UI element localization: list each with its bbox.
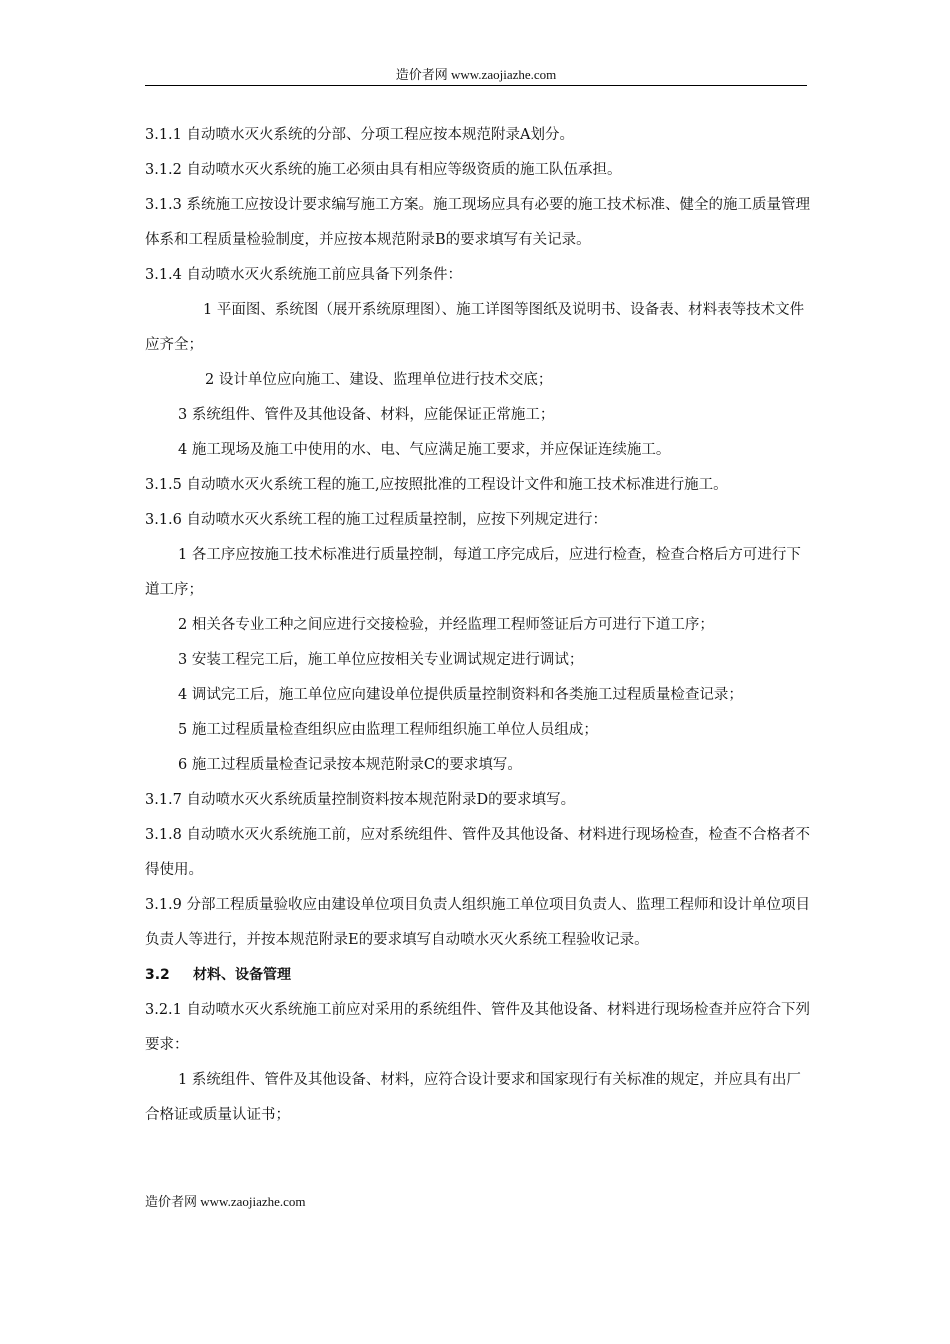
section-heading — [145, 958, 811, 993]
clause-3-2-1: 3.2.1 自动喷水灭火系统施工前应对采用的系统组件、管件及其他设备、材料进行现场检查并应符合下列要求： — [145, 1002, 810, 1053]
clause-3-1-9: 3.1.9 分部工程质量验收应由建设单位项目负责人组织施工单位项目负责人、监理工程师和设计单位项目负责人等进行，并按本规范附录E的要求填写自动喷水灭火系统工程验收记录。 — [145, 897, 810, 948]
section-number: 3.2 — [145, 967, 170, 983]
clause-3-1-3: 3.1.3 系统施工应按设计要求编写施工方案。施工现场应具有必要的施工技术标准、健全的施工质量管理体系和工程质量检验制度，并应按本规范附录B的要求填写有关记录。 — [145, 197, 810, 248]
clause-3-1-4-item-3: 3 系统组件、管件及其他设备、材料，应能保证正常施工； — [178, 407, 555, 423]
clause-3-1-1: 3.1.1 自动喷水灭火系统的分部、分项工程应按本规范附录A划分。 — [145, 127, 574, 143]
clause-3-1-6-item-3: 3 安装工程完工后，施工单位应按相关专业调试规定进行调试； — [178, 652, 584, 668]
clause-3-1-6-item-6: 6 施工过程质量检查记录按本规范附录C的要求填写。 — [178, 757, 522, 773]
clause-3-1-4-item-2: 2 设计单位应向施工、建设、监理单位进行技术交底； — [205, 372, 553, 388]
section-title: 材料、设备管理 — [193, 967, 291, 983]
clause-3-1-6-item-2: 2 相关各专业工种之间应进行交接检验，并经监理工程师签证后方可进行下道工序； — [178, 617, 714, 633]
clause-3-1-4: 3.1.4 自动喷水灭火系统施工前应具备下列条件： — [145, 267, 463, 283]
clause-3-2-1-item-1: 1 系统组件、管件及其他设备、材料，应符合设计要求和国家现行有关标准的规定，并应具有出厂合格证或质量认证书； — [145, 1072, 801, 1123]
clause-3-1-4-item-4: 4 施工现场及施工中使用的水、电、气应满足施工要求，并应保证连续施工。 — [178, 442, 671, 458]
clause-3-1-4-item-1: 1 平面图、系统图（展开系统原理图）、施工详图等图纸及说明书、设备表、材料表等技术文件应齐全； — [145, 302, 805, 353]
clause-3-1-6-item-5: 5 施工过程质量检查组织应由监理工程师组织施工单位人员组成； — [178, 722, 598, 738]
clause-3-1-6: 3.1.6 自动喷水灭火系统工程的施工过程质量控制，应按下列规定进行： — [145, 512, 608, 528]
header-divider — [145, 85, 807, 86]
clause-3-1-6-item-1: 1 各工序应按施工技术标准进行质量控制，每道工序完成后，应进行检查，检查合格后方可进行下道工序； — [145, 547, 801, 598]
page-header: 造价者网 www.zaojiazhe.com — [395, 67, 557, 82]
document-body — [145, 118, 811, 1133]
clause-3-1-6-item-4: 4 调试完工后，施工单位应向建设单位提供质量控制资料和各类施工过程质量检查记录； — [178, 687, 743, 703]
clause-3-1-7: 3.1.7 自动喷水灭火系统质量控制资料按本规范附录D的要求填写。 — [145, 792, 576, 808]
page-footer: 造价者网 www.zaojiazhe.com — [145, 1194, 306, 1209]
clause-3-1-2: 3.1.2 自动喷水灭火系统的施工必须由具有相应等级资质的施工队伍承担。 — [145, 162, 622, 178]
clause-3-1-5: 3.1.5 自动喷水灭火系统工程的施工,应按照批准的工程设计文件和施工技术标准进行施工。 — [145, 477, 728, 493]
clause-3-1-8: 3.1.8 自动喷水灭火系统施工前，应对系统组件、管件及其他设备、材料进行现场检查，检查不合格者不得使用。 — [145, 827, 810, 878]
